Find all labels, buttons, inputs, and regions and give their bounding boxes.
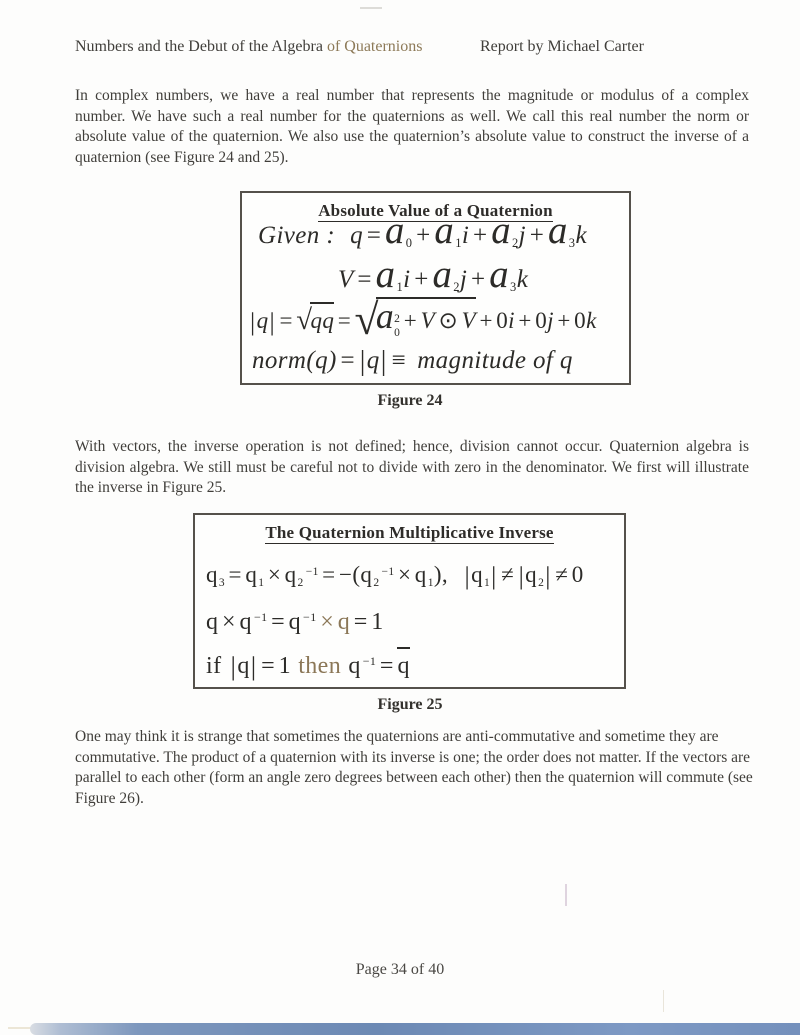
document-title-accent: of Quaternions	[326, 38, 423, 55]
page-number: Page 34 of 40	[355, 961, 445, 978]
figure24-caption: Figure 24	[377, 392, 443, 409]
scan-artifact-vertical-mark	[565, 884, 567, 906]
figure25-equation-conjugate: if |q| = 1 then q −1 = q	[206, 647, 410, 684]
figure24-box	[240, 191, 631, 385]
figure25-box	[193, 513, 626, 689]
bottom-accent-bar	[30, 1023, 800, 1035]
document-title	[75, 38, 422, 56]
scan-artifact-right-mark	[663, 990, 664, 1012]
document-title-main: Numbers and the Debut of the Algebra	[75, 38, 327, 55]
figure24-equation-given: Given : q =a0 +a1i +a2j +a3k	[258, 209, 587, 252]
figure25-caption: Figure 25	[377, 696, 443, 713]
figure24-equation-vector: V =a1i +a2j +a3k	[338, 253, 529, 296]
figure25-equation-q3: q3 = q1 × q2−1 = −(q2−1 × q1), |q1| ≠ |q2| ≠ 0	[206, 561, 584, 590]
figure24-equation-norm: norm(q) = |q| ≡ magnitude of q	[252, 346, 573, 377]
figure24-title-text: Absolute Value of a Quaternion	[318, 201, 553, 220]
paragraph-intro: In complex numbers, we have a real number that represents the magnitude or modulus of a complex number. We have such a real number for the quaternions as well. We call this real number the norm or absolute value of the quaternion. We also use the quaternion’s absolute value to construct the inverse of a quaternion (see Figure 24 and 25).	[75, 87, 749, 166]
figure25-title-text: The Quaternion Multiplicative Inverse	[265, 523, 554, 542]
report-author: Report by Michael Carter	[480, 38, 644, 55]
scan-artifact-top-mark	[360, 7, 382, 9]
paragraph-commutativity: One may think it is strange that sometimes the quaternions are anti-commutative and sometime they are commutative. The product of a quaternion with its inverse is one; the order does not matter. If the vectors are parallel to each other (form an angle zero degrees between each other) then the quaternion will commute (see Figure 26).	[75, 728, 753, 807]
figure24-equation-absolute-value: |q| = √qq =√a 2 0 + V ⊙ V + 0i + 0j + 0k	[250, 296, 597, 345]
figure25-equation-identity: q × q −1 = q −1 × q = 1	[206, 609, 384, 635]
figure25-title	[195, 523, 624, 543]
paragraph-inverse-intro: With vectors, the inverse operation is not defined; hence, division cannot occur. Quaternion algebra is division algebra. We still must be careful not to divide with zero in the denominator. We first will illustrate the inverse in Figure 25.	[75, 438, 749, 496]
